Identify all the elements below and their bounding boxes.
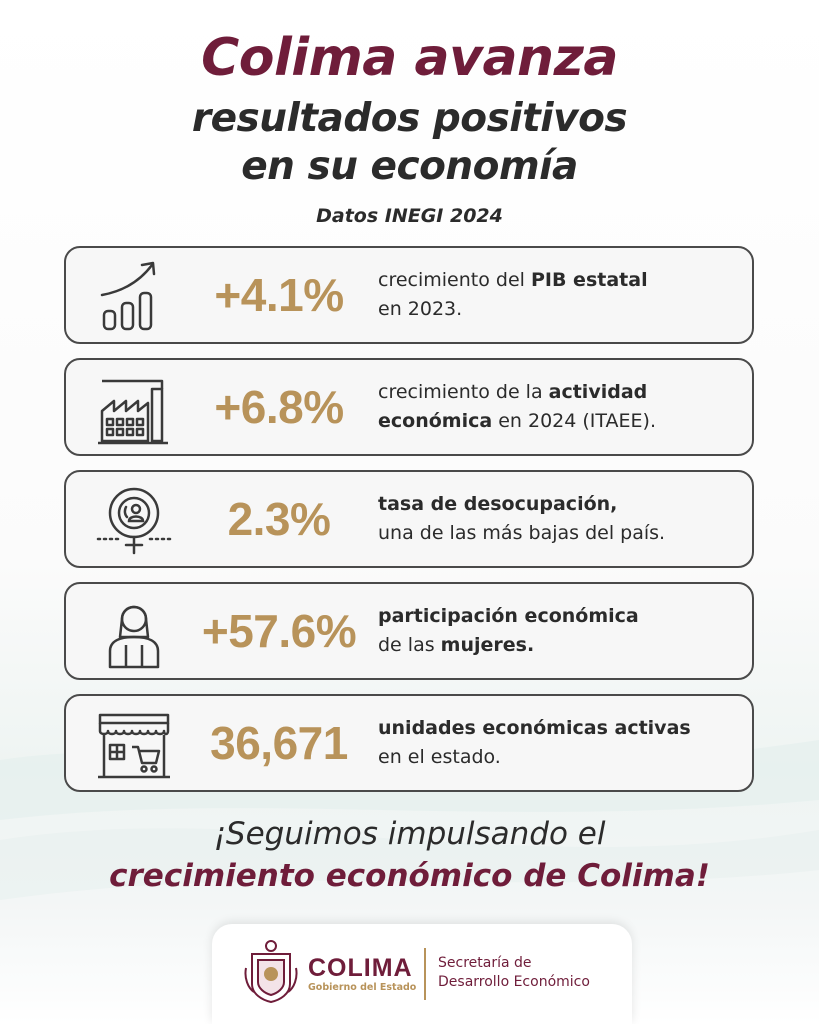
woman-icon <box>96 595 172 671</box>
stat-value: +6.8% <box>214 381 344 433</box>
coat-of-arms-icon <box>242 938 300 1004</box>
closing-line-1: ¡Seguimos impulsando el <box>213 816 606 852</box>
stat-card-economic-units <box>64 694 754 792</box>
footer-logo-bar <box>212 924 632 1024</box>
title-line-2: resultados positivos <box>191 96 628 141</box>
source-subtitle: Datos INEGI 2024 <box>316 205 503 227</box>
page-title: Colima avanza <box>201 28 618 88</box>
divider <box>424 948 426 1000</box>
stat-card-unemployment <box>64 470 754 568</box>
stat-description: participación económica de las mujeres. <box>378 605 639 656</box>
brand-subtitle: Gobierno del Estado <box>308 982 417 993</box>
closing-line-2: crecimiento económico de Colima! <box>109 858 710 894</box>
department-name: Secretaría de Desarrollo Económico <box>438 955 590 990</box>
brand-name: COLIMA <box>308 954 413 982</box>
stat-value: +4.1% <box>214 269 344 321</box>
stat-value: 2.3% <box>227 493 331 545</box>
factory-icon <box>96 371 172 447</box>
stat-description: crecimiento de la actividad económica en 2024 (ITAEE). <box>378 381 656 432</box>
stat-description: crecimiento del PIB estatal en 2023. <box>378 269 648 320</box>
growth-chart-icon <box>96 259 172 335</box>
stat-value: +57.6% <box>201 605 357 657</box>
stat-description: tasa de desocupación, una de las más bajas del país. <box>378 493 666 544</box>
unemployment-icon <box>96 483 172 559</box>
store-icon <box>96 707 172 783</box>
stat-value: 36,671 <box>210 717 348 769</box>
stat-description: unidades económicas activas en el estado. <box>378 717 691 768</box>
stat-card-women-participation <box>64 582 754 680</box>
stat-card-gdp <box>64 246 754 344</box>
stat-card-economic-activity <box>64 358 754 456</box>
title-line-3: en su economía <box>241 144 578 189</box>
